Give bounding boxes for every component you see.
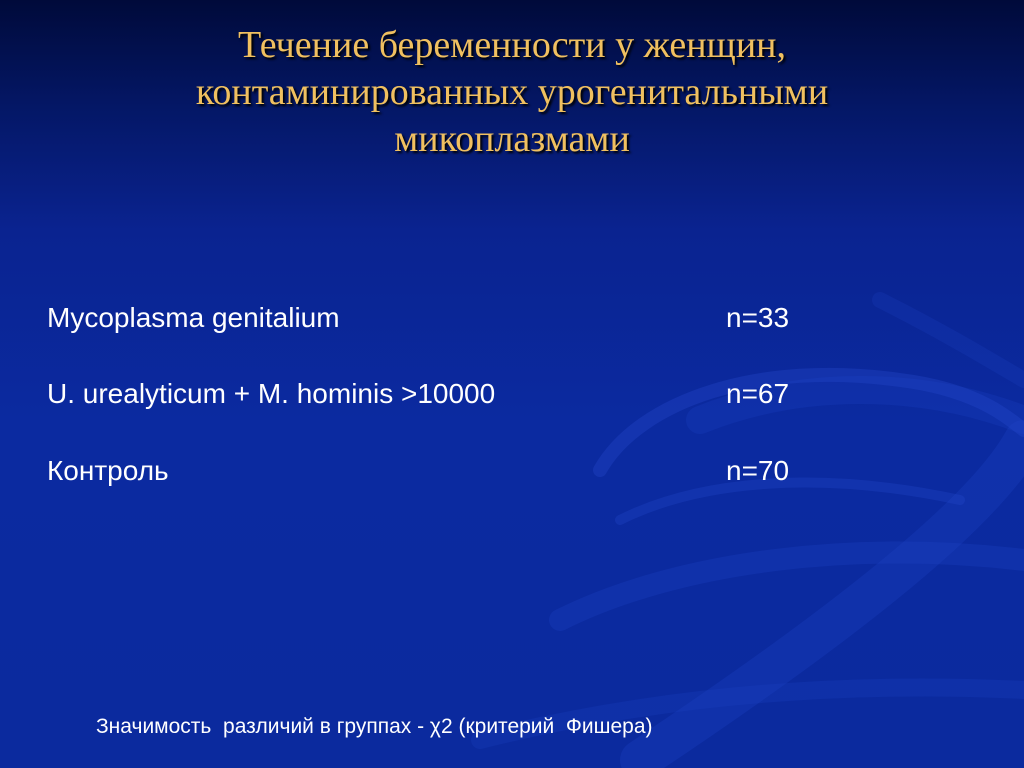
group-row [47,374,847,414]
footnote: Значимость различий в группах - χ2 (критерий Фишера) [96,715,653,738]
group-count: n=67 [726,378,790,409]
title-line: контаминированных урогенитальными [195,71,829,113]
group-count: n=70 [726,455,790,486]
group-label: Mycoplasma genitalium [47,302,340,333]
group-label: Контроль [47,455,169,486]
group-row [47,451,847,491]
group-label: U. urealyticum + M. hominis >10000 [47,378,496,409]
group-count: n=33 [726,302,790,333]
title-line: Течение беременности у женщин, [238,24,786,66]
title-line: микоплазмами [394,118,630,160]
group-row [47,298,847,338]
slide-title [40,22,984,163]
